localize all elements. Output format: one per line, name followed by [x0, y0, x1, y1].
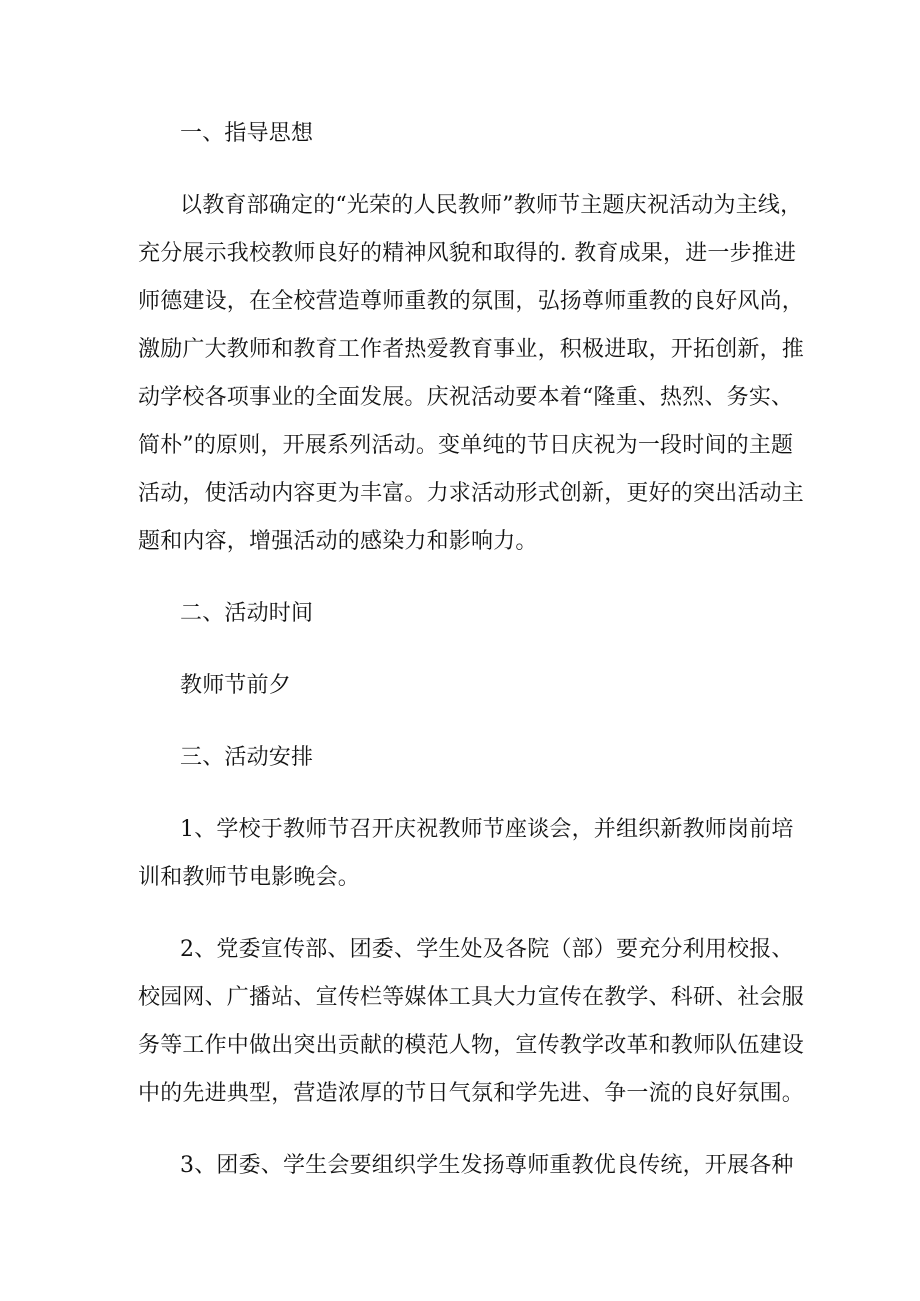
paragraph-line: 题和内容，增强活动的感染力和影响力。 — [138, 529, 538, 554]
paragraph-line: 动学校各项事业的全面发展。庆祝活动要本着“隆重、热烈、务实、 — [138, 385, 794, 410]
item-line: 2、党委宣传部、团委、学生处及各院（部）要充分利用校报、 — [180, 937, 794, 962]
section2-text: 教师节前夕 — [180, 673, 292, 698]
paragraph-line: 以教育部确定的“光荣的人民教师”教师节主题庆祝活动为主线， — [180, 193, 803, 218]
item-line: 1、学校于教师节召开庆祝教师节座谈会，并组织新教师岗前培 — [180, 817, 794, 842]
item-line: 训和教师节电影晚会。 — [138, 865, 361, 890]
paragraph-line: 简朴”的原则，开展系列活动。变单纯的节日庆祝为一段时间的主题 — [138, 433, 794, 458]
paragraph-line: 活动，使活动内容更为丰富。力求活动形式创新，更好的突出活动主 — [138, 481, 805, 506]
item-line: 中的先进典型，营造浓厚的节日气氛和学先进、争一流的良好氛围。 — [138, 1081, 805, 1106]
paragraph-line: 师德建设，在全校营造尊师重教的氛围，弘扬尊师重教的良好风尚， — [138, 289, 805, 314]
paragraph-line: 充分展示我校教师良好的精神风貌和取得的. 教育成果，进一步推进 — [138, 241, 797, 266]
item-line: 3、团委、学生会要组织学生发扬尊师重教优良传统，开展各种 — [180, 1153, 794, 1178]
item-line: 校园网、广播站、宣传栏等媒体工具大力宣传在教学、科研、社会服 — [138, 985, 805, 1010]
paragraph-line: 激励广大教师和教育工作者热爱教育事业，积极进取，开拓创新，推 — [138, 337, 805, 362]
section3-heading: 三、活动安排 — [180, 745, 314, 770]
section2-heading: 二、活动时间 — [180, 601, 314, 626]
section1-heading: 一、指导思想 — [180, 121, 314, 146]
item-line: 务等工作中做出突出贡献的模范人物，宣传教学改革和教师队伍建设 — [138, 1033, 805, 1058]
